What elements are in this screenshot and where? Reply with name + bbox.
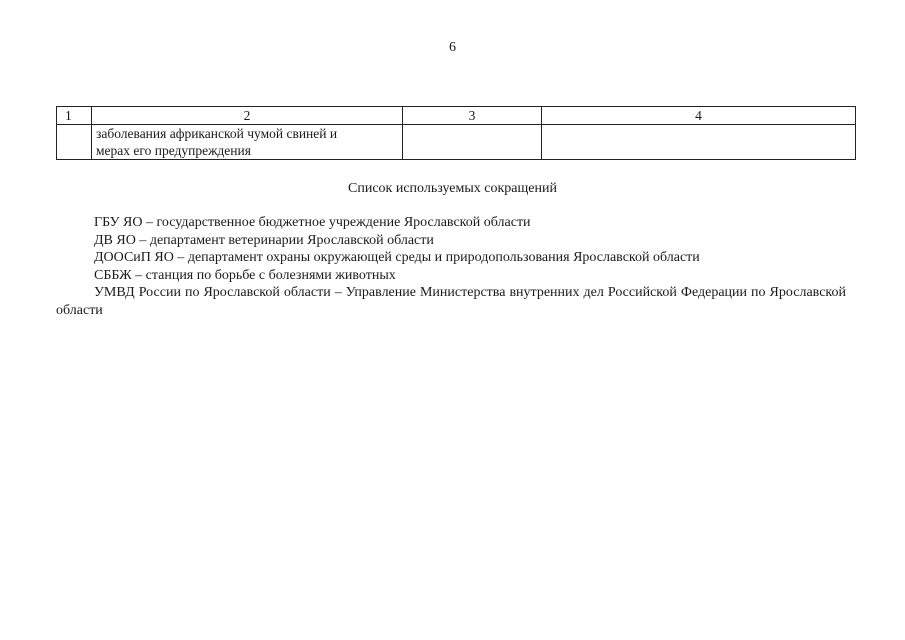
column-number-1: 1 [57,107,92,125]
table-cell-1 [57,125,92,160]
column-number-2: 2 [92,107,403,125]
table-row [57,125,856,160]
abbreviations-list [56,214,846,319]
continuation-table [56,106,856,160]
abbreviation-item: ДООСиП ЯО – департамент охраны окружающей среды и природопользования Ярославской области [94,250,700,265]
table-cell-2 [92,125,403,160]
cell-text-line: мерах его предупреждения [96,143,251,158]
abbreviation-item: ГБУ ЯО – государственное бюджетное учреждение Ярославской области [94,215,531,230]
abbreviation-item: СББЖ – станция по борьбе с болезнями животных [94,267,396,283]
abbreviations-title: Список используемых сокращений [348,181,557,196]
table-header-row [57,107,856,125]
table-cell-3 [403,125,542,160]
page-number: 6 [449,40,456,55]
abbreviation-item: ДВ ЯО – департамент ветеринарии Ярославской области [94,232,434,248]
cell-text-line: заболевания африканской чумой свиней и [96,126,338,141]
table-cell-4 [542,125,856,160]
column-number-4: 4 [542,107,856,125]
abbreviation-item: УМВД России по Ярославской области – Управление Министерства внутренних дел Российской Федерации по Ярославской области [56,285,846,318]
column-number-3: 3 [403,107,542,125]
